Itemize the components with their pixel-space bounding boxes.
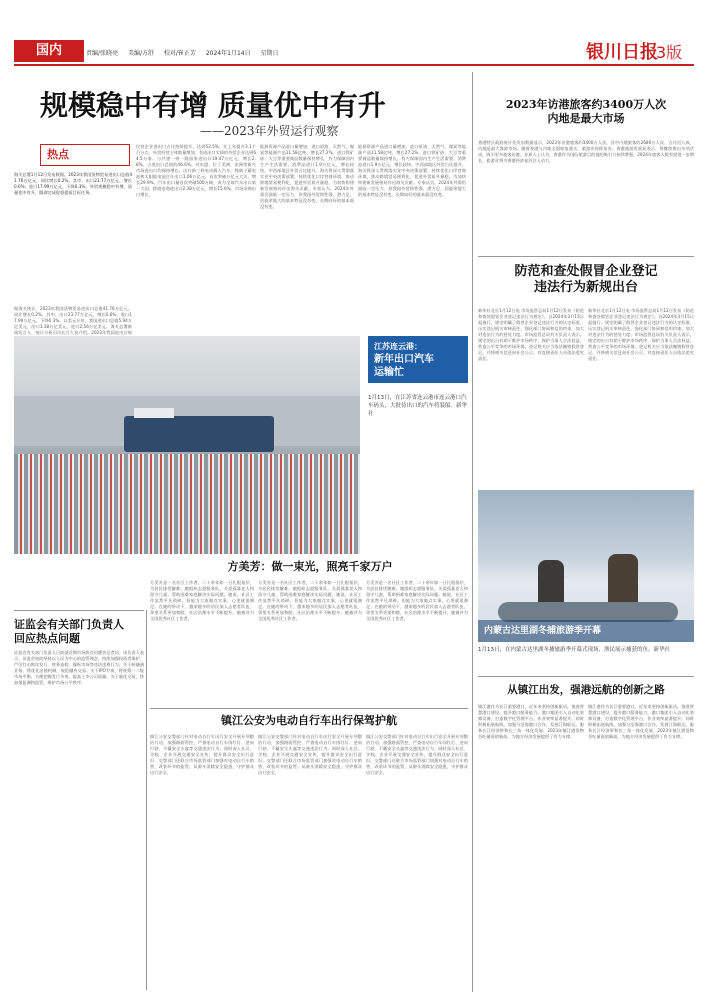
ebike-body-a: 镇江公安交警部门针对电动自行车出行安全开展专项整治行动，加强路面管控，严查电动自行车闯红灯、逆向行驶、不戴安全头盔等交通违法行为。同时深入社区、学校、企业开展交通安全宣传，提升群众安全出行意识。交警部门还联合市场监管部门加强对电动自行车销售、改装环节的监管，从源头消除安全隐患，守护群众出行安全。: [150, 734, 254, 775]
issue-date: 2024年1月14日: [205, 50, 251, 57]
port-caption: 1月13日，在江苏省连云港市连云港口汽车码头，大批待出口的汽车将装船。新华社: [368, 395, 468, 417]
fraud-body-b: 新华社北京1月12日电 市场监管总局1月12日发布《防范和查处假冒企业登记违法行为规定》，自2024年3月15日起施行。规定明确了假冒企业登记违法行为的认定标准，压实登记机关审核责任，强化部门协同和信用约束，加大对违法行为的惩处力度。市场监管总局有关负责人表示，规定的出台有助于维护市场秩序，保护当事人合法权益，营造公平竞争的市场环境。登记机关应当依法撤销假冒登记，并将相关信息向社会公示，对直接责任人员依法追究责任。: [588, 308, 694, 361]
divider: [478, 676, 694, 677]
column-divider: [472, 72, 473, 992]
proofreader-name: 校对/崔正芳: [163, 50, 196, 57]
lake-photo: [478, 490, 694, 642]
visitors-title: 2023年访港旅客约3400万人次 内地是最大市场: [505, 98, 667, 125]
lake-caption: 1月13日，在内蒙古达里湖冬捕旅游季开幕式现场，渔民展示捕获的鱼。新华社: [478, 647, 671, 653]
fangying-body-a: 方美芳是一名社区工作者，二十余年如一日扎根基层，为居民排忧解难。她组织志愿服务队，关爱孤寡老人和留守儿童，帮助困难家庭解决实际问题。她说，社区工作虽然平凡琐碎，但能为大家做点实事，心里就很满足。在她的带动下，越来越多的居民加入志愿者队伍，邻里关系更加和睦，社区治理水平不断提升。她被评为全国优秀社区工作者。: [150, 580, 254, 621]
lead-intro: 海关总署1月12日发布数据，2023年我国货物贸易进出口总值41.76万亿元，同比增长0.2%。其中，出口23.77万亿元，增长0.6%；进口17.99万亿元，下降0.3%。外贸规模稳中有增、质量优中有升，圆满完成促稳提质目标任务。: [14, 172, 132, 195]
divider: [478, 256, 694, 257]
zhengjian-body: 证监会有关部门负责人日前就近期市场热点问题答记者问。该负责人表示，证监会始终坚持以人民为中心的监管理念，持续加强投资者保护，严厉打击欺诈发行、财务造假、操纵市场等违法违规行为。关于转融通业务，将优化出借机制，规范融券交易。关于IPO节奏，将统筹一二级市场平衡，合理把握发行节奏，提高上市公司质量。关于量化交易，将加强监测和监管，维护市场公平秩序。: [14, 650, 144, 685]
lead-column-a: 据海关统计，2023年我国货物贸易进出口总值41.76万亿元，同比增长0.2%。其中，出口23.77万亿元，增长0.6%；进口17.99万亿元，下降0.3%。以美元计价，我国进出口总值5.94万亿美元，出口3.38万亿美元，进口2.56万亿美元。海关总署新闻发言人、统计分析司司长吕大良介绍，2023年我国进出口规: [14, 306, 132, 335]
fangying-body-c: 方美芳是一名社区工作者，二十余年如一日扎根基层，为居民排忧解难。她组织志愿服务队，关爱孤寡老人和留守儿童，帮助困难家庭解决实际问题。她说，社区工作虽然平凡琐碎，但能为大家做点实事，心里就很满足。在她的带动下，越来越多的居民加入志愿者队伍，邻里关系更加和睦，社区治理水平不断提升。她被评为全国优秀社区工作者。: [366, 580, 468, 621]
ebike-body-c: 镇江公安交警部门针对电动自行车出行安全开展专项整治行动，加强路面管控，严查电动自行车闯红灯、逆向行驶、不戴安全头盔等交通违法行为。同时深入社区、学校、企业开展交通安全宣传，提升群众安全出行意识。交警部门还联合市场监管部门加强对电动自行车销售、改装环节的监管，从源头消除安全隐患，守护群众出行安全。: [366, 734, 468, 775]
jiangsu-tag-place: 江苏连云港：: [374, 342, 422, 351]
issue-weekday: 星期日: [260, 50, 279, 57]
divider: [14, 610, 144, 611]
zhengjian-title: 证监会有关部门负责人 回应热点问题: [14, 618, 124, 645]
masthead-rule: [14, 64, 694, 66]
column-divider: [146, 610, 147, 990]
innovation-title: 从镇江出发，强港远航的创新之路: [507, 684, 665, 696]
innovation-body-b: 镇江港作为长江重要港口，近年来坚持创新驱动，推进智慧港口建设，提升港口服务能力。港口集团引入自动化装卸设备，打造数字化管理平台，作业效率显著提升。同时积极拓展航线，加强与沿海港口合作，发展江海联运，服务长江经济带和长三角一体化发展。2023年镇江港货物吞吐量再创新高，为地方经济发展提供了有力支撑。: [588, 704, 694, 739]
hot-badge: 热点: [40, 144, 130, 166]
section-label: 国内: [14, 40, 84, 62]
jiangsu-tag-title: 新年出口汽车 运输忙: [374, 354, 434, 378]
fraud-title: 防范和查处假冒企业登记 违法行为新规出台: [514, 264, 658, 296]
innovation-body-a: 镇江港作为长江重要港口，近年来坚持创新驱动，推进智慧港口建设，提升港口服务能力。港口集团引入自动化装卸设备，打造数字化管理平台，作业效率显著提升。同时积极拓展航线，加强与沿海港口合作，发展江海联运，服务长江经济带和长三角一体化发展。2023年镇江港货物吞吐量再创新高，为地方经济发展提供了有力支撑。: [478, 704, 584, 739]
lake-title: 内蒙古达里湖冬捕旅游季开幕: [478, 620, 694, 642]
lead-column-d: 能源资源产品进口量增加，进口原油、天然气、煤炭等能源产品11.58亿吨，增长27.2%。进口铁矿砂、大豆等重要商品数量保持增长，有力保障国内生产生活需要。消费品进口1.9万亿元，增长较快。中西部地区外贸占比提升。海关将深入贯彻落实党中央决策部署，持续优化口岸营商环境，推动跨境贸易便利化，促进外贸质升量稳，为加快构建新发展格局作出海关贡献。专家认为，2024年外需仍面临一定压力，但我国外贸韧性强、潜力足、回旋余地大的基本特征没有变，长期向好的基本面没有变。: [358, 144, 466, 197]
fangying-body-b: 方美芳是一名社区工作者，二十余年如一日扎根基层，为居民排忧解难。她组织志愿服务队，关爱孤寡老人和留守儿童，帮助困难家庭解决实际问题。她说，社区工作虽然平凡琐碎，但能为大家做点实事，心里就很满足。在她的带动下，越来越多的居民加入志愿者队伍，邻里关系更加和睦，社区治理水平不断提升。她被评为全国优秀社区工作者。: [258, 580, 362, 621]
visitors-body: 香港特区政府统计处发布数据显示，2023年访港旅客约3400万人次，其中内地旅客约2680万人次，占比近八成，内地是最大客源市场。随着香港与内地全面恢复通关，旅游业持续复苏。香港旅游发展局表示，将继续推出多项活动，吸引更多旅客访港。业界人士认为，香港作为国际旅游目的地的吸引力持续增强，2024年旅客人数有望进一步增长，旅游业将为香港经济复苏注入动力。: [478, 140, 694, 163]
divider: [150, 708, 468, 709]
page-number: 3版: [656, 43, 683, 62]
lead-subheadline: ——2023年外贸运行观察: [200, 124, 339, 138]
editor-name: 责编/张晓亮: [86, 50, 119, 57]
fraud-body-a: 新华社北京1月12日电 市场监管总局1月12日发布《防范和查处假冒企业登记违法行为规定》，自2024年3月15日起施行。规定明确了假冒企业登记违法行为的认定标准，压实登记机关审核责任，强化部门协同和信用约束，加大对违法行为的惩处力度。市场监管总局有关负责人表示，规定的出台有助于维护市场秩序，保护当事人合法权益，营造公平竞争的市场环境。登记机关应当依法撤销假冒登记，并将相关信息向社会公示，对直接责任人员依法追究责任。: [478, 308, 584, 361]
ebike-body-b: 镇江公安交警部门针对电动自行车出行安全开展专项整治行动，加强路面管控，严查电动自行车闯红灯、逆向行驶、不戴安全头盔等交通违法行为。同时深入社区、学校、企业开展交通安全宣传，提升群众安全出行意识。交警部门还联合市场监管部门加强对电动自行车销售、改装环节的监管，从源头消除安全隐患，守护群众出行安全。: [258, 734, 362, 775]
paper-logo: 银川日报: [586, 42, 658, 63]
jiangsu-tag: [368, 336, 468, 383]
port-photo: [14, 336, 360, 554]
lead-column-b: 民营企业进出口占比持续提升，达到53.5%，比上年提升3.1个百分点。外贸经营主体数量增加，有进出口实绩的外贸企业达到64.5万家。与共建一带一路国家进出口19.47万亿元，增长2.8%，占进出口总值的46.6%。对东盟、拉丁美洲、非洲等新兴市场进出口均保持增长。出口新三样电动载人汽车、锂离子蓄电池和太阳能电池合计出口1.06万亿元，首次突破万亿元大关，增长29.9%。汽车出口量首次突破500万辆，成为全球汽车出口第一大国。跨境电商进出口2.38万亿元，增长15.6%。市场采购出口增长。: [136, 144, 256, 197]
lead-column-c: 能源资源产品进口量增加，进口原油、天然气、煤炭等能源产品11.58亿吨，增长27.2%。进口铁矿砂、大豆等重要商品数量保持增长，有力保障国内生产生活需要。消费品进口1.9万亿元，增长较快。中西部地区外贸占比提升。海关将深入贯彻落实党中央决策部署，持续优化口岸营商环境，推动跨境贸易便利化，促进外贸质升量稳，为加快构建新发展格局作出海关贡献。专家认为，2024年外需仍面临一定压力，但我国外贸韧性强、潜力足、回旋余地大的基本特征没有变，长期向好的基本面没有变。: [260, 144, 354, 209]
ebike-title: 镇江公安为电动自行车出行保驾护航: [221, 714, 397, 727]
designer-name: 美编/方舒: [127, 50, 154, 57]
lead-headline: 规模稳中有增 质量优中有升: [40, 89, 386, 122]
fangying-title: 方美芳：做一束光，照亮千家万户: [227, 560, 393, 573]
